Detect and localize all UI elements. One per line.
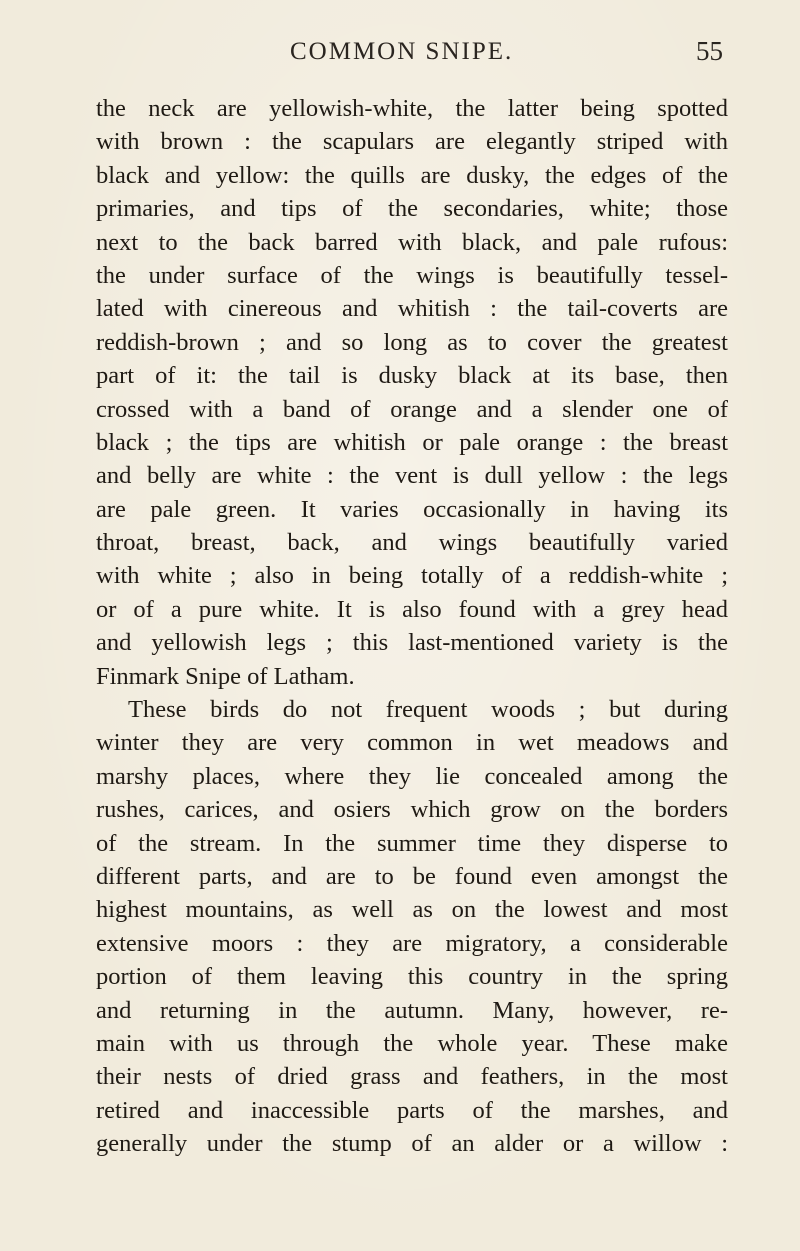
text-line: reddish-brown ; and so long as to cover the greatest xyxy=(96,328,728,356)
text-line: rushes, carices, and osiers which grow on the borders xyxy=(96,796,728,824)
text-line: are pale green. It varies occasionally in having its xyxy=(96,495,728,523)
text-line: or of a pure white. It is also found with a grey head xyxy=(96,595,728,623)
text-line: with white ; also in being totally of a reddish-white ; xyxy=(96,562,728,590)
text-line: primaries, and tips of the secondaries, white; those xyxy=(96,195,728,223)
text-line: throat, breast, back, and wings beautifully varied xyxy=(96,529,728,557)
text-line: the under surface of the wings is beautifully tessel- xyxy=(96,261,728,289)
text-line: and yellowish legs ; this last-mentioned variety is the xyxy=(96,629,728,657)
text-line: generally under the stump of an alder or a willow : xyxy=(96,1130,728,1158)
text-line: crossed with a band of orange and a slender one of xyxy=(96,395,728,423)
text-line: winter they are very common in wet meadows and xyxy=(96,729,728,757)
text-line: the neck are yellowish-white, the latter being spotted xyxy=(96,95,728,122)
text-line: their nests of dried grass and feathers, in the most xyxy=(96,1063,728,1091)
text-line: of the stream. In the summer time they disperse to xyxy=(96,829,728,857)
text-line: marshy places, where they lie concealed among the xyxy=(96,762,728,790)
text-line: highest mountains, as well as on the lowest and most xyxy=(96,896,728,924)
running-title: COMMON SNIPE. xyxy=(290,38,514,65)
text-line: extensive moors : they are migratory, a considerable xyxy=(96,929,728,957)
text-line: Finmark Snipe of Latham. xyxy=(96,662,355,690)
text-line: black ; the tips are whitish or pale orange : the breast xyxy=(96,428,728,456)
text-line: next to the back barred with black, and pale rufous: xyxy=(96,228,728,256)
text-line: retired and inaccessible parts of the marshes, and xyxy=(96,1096,728,1124)
text-line: These birds do not frequent woods ; but during xyxy=(128,696,728,724)
body-text xyxy=(96,92,728,1161)
text-line: different parts, and are to be found even amongst the xyxy=(96,862,728,890)
text-line: lated with cinereous and whitish : the tail-coverts are xyxy=(96,295,728,323)
page-number: 55 xyxy=(696,36,723,66)
text-line: and belly are white : the vent is dull yellow : the legs xyxy=(96,462,728,490)
text-line: and returning in the autumn. Many, however, re- xyxy=(96,996,728,1024)
text-line: main with us through the whole year. These make xyxy=(96,1029,728,1057)
text-line: black and yellow: the quills are dusky, the edges of the xyxy=(96,161,728,189)
text-line: with brown : the scapulars are elegantly striped with xyxy=(96,128,728,156)
text-line: part of it: the tail is dusky black at its base, then xyxy=(96,362,728,390)
text-line: portion of them leaving this country in the spring xyxy=(96,963,728,991)
